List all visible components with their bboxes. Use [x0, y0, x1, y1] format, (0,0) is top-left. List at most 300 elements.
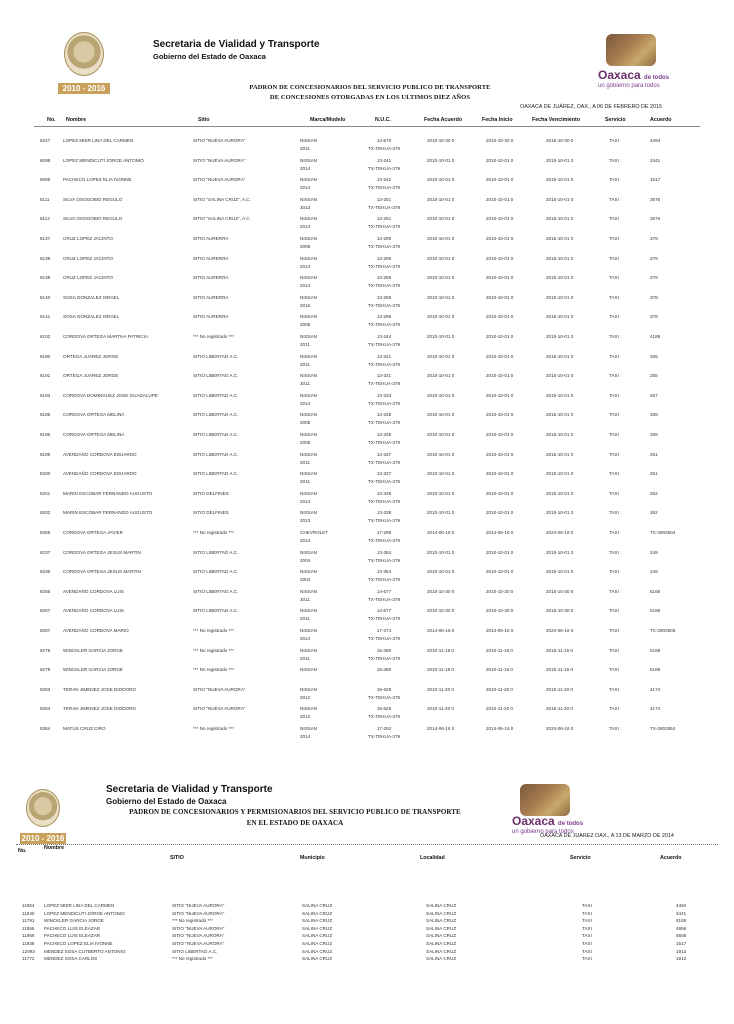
row-name: LOPEZ MENDICUTI JORGE ANTONIO: [44, 911, 125, 916]
row-fecha-inicio: 2010-10-01 0: [486, 393, 514, 398]
row-route: TX-TEHUA-379: [367, 205, 401, 210]
row-brand: NISSAN: [300, 550, 318, 555]
row-municipio: SALINA CRUZ: [302, 933, 333, 938]
row-acuerdo: 261: [650, 452, 658, 457]
row-fecha-acuerdo: 2010-10-30 0: [427, 589, 455, 594]
row-nuc: 17-374: [376, 628, 392, 633]
row-fecha-inicio: 2010-10-01 0: [486, 197, 514, 202]
row-route: TX-TEHUA-379: [367, 577, 401, 582]
agency-name: Secretaria de Vialidad y Transporte: [106, 784, 273, 795]
row-fecha-vencimiento: 2024-06-16 0: [546, 726, 574, 731]
row-name: AVENDAÑO CORDOVA EDUARDO: [63, 471, 137, 476]
row-name: CORDOVA ORTEGA JESUS MARTIN: [63, 569, 141, 574]
row-acuerdo: 1517: [650, 177, 661, 182]
row-number: 8236: [40, 569, 51, 574]
row-model: 2011: [300, 597, 310, 602]
column-header: Servicio: [570, 855, 591, 861]
row-acuerdo: 4174: [650, 687, 661, 692]
row-route: TX-TEHUA-379: [367, 303, 401, 308]
row-sitio: *** No registrado ***: [193, 334, 234, 339]
row-route: TX-TEHUA-379: [367, 440, 401, 445]
row-servicio: TAXI: [609, 667, 619, 672]
row-fecha-acuerdo: 2010-10-01 0: [427, 471, 455, 476]
row-fecha-inicio: 2010-10-01 0: [486, 550, 514, 555]
row-fecha-acuerdo: 2010-10-01 0: [427, 216, 455, 221]
row-sitio: *** No registrado ***: [193, 530, 234, 535]
row-nuc: 13-337: [376, 471, 392, 476]
row-servicio: TAXI: [582, 956, 592, 961]
row-acuerdo: 379: [650, 275, 658, 280]
government-name: Gobierno del Estado de Oaxaca: [106, 797, 227, 806]
document-title-line-1: PADRON DE CONCESIONARIOS DEL SERVICIO PUBLICO DE TRANSPORTE: [249, 84, 491, 91]
row-name: MATUS CRUZ CIRO: [63, 726, 106, 731]
row-brand: NISSAN: [300, 569, 318, 574]
row-name: CRUZ LOPEZ JACINTO: [63, 236, 113, 241]
row-model: 2012: [300, 695, 311, 700]
row-fecha-inicio: 2010-10-01 0: [486, 373, 514, 378]
row-fecha-inicio: 2010-10-01 0: [486, 334, 514, 339]
coat-of-arms-icon: [26, 789, 60, 827]
row-route: TX-TEHUA-379: [367, 244, 401, 249]
row-model: 2014: [300, 538, 311, 543]
row-fecha-inicio: 2010-10-30 0: [486, 589, 514, 594]
row-fecha-inicio: 2010-10-01 0: [486, 295, 514, 300]
row-name: AVENDAÑO CORDOVA LUIS: [63, 608, 124, 613]
row-route: TX-TEHUA-379: [367, 538, 401, 543]
row-acuerdo: 255: [650, 354, 658, 359]
row-nuc: 14-677: [376, 608, 392, 613]
row-name: SOSA GONZALEZ ISRAEL: [63, 314, 120, 319]
row-fecha-inicio: 2010-10-01 0: [486, 510, 514, 515]
column-header: SITIO: [170, 855, 184, 861]
row-sitio: SITIO "NUEVA AURORA": [172, 933, 225, 938]
row-servicio: TAXI: [609, 510, 619, 515]
row-model: 2014: [300, 401, 311, 406]
row-number: 8099: [40, 177, 51, 182]
logo-tagline: un gobierno para todos: [512, 829, 574, 835]
row-fecha-vencimiento: 2015-10-01 0: [546, 216, 574, 221]
row-acuerdo: 379: [650, 256, 658, 261]
row-brand: NISSAN: [300, 628, 318, 633]
row-number: 8283: [40, 687, 51, 692]
row-name: LOPEZ MENDICUTI JORGE ANTONIO: [63, 158, 144, 163]
row-name: MENDEZ SOSA CUTBERTO ANTONIO: [44, 949, 126, 954]
row-servicio: TAXI: [609, 648, 619, 653]
row-acuerdo: 262: [650, 491, 658, 496]
row-number: 8199: [40, 452, 51, 457]
row-number: 8102: [40, 334, 51, 339]
row-servicio: TAXI: [609, 354, 619, 359]
row-fecha-vencimiento: 2015-10-30 0: [546, 608, 574, 613]
row-fecha-inicio: 2010-10-01 0: [486, 569, 514, 574]
row-acuerdo: 4189: [650, 334, 661, 339]
row-nuc: 15-628: [376, 706, 392, 711]
row-servicio: TAXI: [582, 933, 592, 938]
row-number: 11940: [22, 911, 35, 916]
row-model: 2013: [300, 224, 311, 229]
row-fecha-acuerdo: 2010-10-01 0: [427, 314, 455, 319]
row-fecha-vencimiento: 2015-10-01 0: [546, 510, 574, 515]
row-brand: NISSAN: [300, 236, 318, 241]
row-acuerdo: 5169: [676, 918, 687, 923]
row-brand: NISSAN: [300, 510, 318, 515]
row-brand: NISSAN: [300, 726, 318, 731]
row-nuc: 13-337: [376, 452, 392, 457]
row-sitio: SITIO LIBERTAD A.C.: [193, 393, 239, 398]
row-name: AVENDAÑO CORDOVA EDUARDO: [63, 452, 137, 457]
row-fecha-acuerdo: 2010-10-01 0: [427, 354, 455, 359]
row-sitio: SITIO AURERRA: [193, 275, 229, 280]
row-servicio: TAXI: [609, 197, 619, 202]
row-route: TX-TEHUA-379: [367, 734, 401, 739]
row-fecha-vencimiento: 2015-10-01 0: [546, 314, 574, 319]
row-route: TX-TEHUA-379: [367, 479, 401, 484]
row-model: 2011: [300, 381, 310, 386]
row-route: TX-TEHUA-379: [367, 597, 401, 602]
row-sitio: *** No registrado ***: [172, 956, 213, 961]
row-name: PACHECO LUIS ELEAZAR: [44, 926, 101, 931]
row-fecha-inicio: 2010-10-30 0: [486, 608, 514, 613]
row-model: 2005: [300, 440, 311, 445]
row-acuerdo: 257: [650, 393, 658, 398]
column-header: No.: [47, 117, 56, 123]
column-header: Marca/Modelo: [310, 117, 346, 123]
logo-artwork-icon: [606, 34, 656, 66]
row-nuc: 15-628: [376, 687, 392, 692]
row-fecha-acuerdo: 2010-10-01 0: [427, 236, 455, 241]
row-servicio: TAXI: [609, 608, 619, 613]
row-servicio: TAXI: [582, 903, 592, 908]
row-localidad: SALINA CRUZ: [426, 918, 457, 923]
row-fecha-acuerdo: 2010-10-01 0: [427, 334, 455, 339]
row-number: 8098: [40, 158, 51, 163]
row-nuc: 13-251: [376, 216, 392, 221]
row-nuc: 13-331: [376, 373, 392, 378]
row-fecha-inicio: 2010-10-01 0: [486, 452, 514, 457]
row-municipio: SALINA CRUZ: [302, 949, 333, 954]
row-sitio: SITIO "NUEVA AURORA": [172, 941, 225, 946]
row-servicio: TAXI: [609, 393, 619, 398]
government-seal: [58, 28, 110, 94]
row-acuerdo: TX-2802854: [650, 726, 676, 731]
column-header: Nombre: [44, 845, 65, 851]
row-name: SOSA GONZALEZ ISRAEL: [63, 295, 120, 300]
row-fecha-vencimiento: 2015-10-01 0: [546, 158, 574, 163]
row-model: 2013: [300, 518, 311, 523]
row-localidad: SALINA CRUZ: [426, 956, 457, 961]
row-nuc: 13-333: [376, 393, 392, 398]
row-servicio: TAXI: [609, 550, 619, 555]
row-municipio: SALINA CRUZ: [302, 941, 333, 946]
row-servicio: TAXI: [609, 177, 619, 182]
row-brand: NISSAN: [300, 138, 318, 143]
government-name: Gobierno del Estado de Oaxaca: [153, 52, 266, 61]
row-model: 2011: [300, 479, 310, 484]
row-acuerdo: 4494: [676, 903, 687, 908]
row-servicio: TAXI: [609, 412, 619, 417]
row-nuc: 14-677: [376, 589, 392, 594]
row-brand: NISSAN: [300, 295, 318, 300]
row-servicio: TAXI: [609, 706, 619, 711]
row-nuc: 13-335: [376, 412, 392, 417]
document-date: OAXACA DE JUAREZ OAX., A 13 DE MARZO DE 2014: [540, 833, 674, 839]
document-date: OAXACA DE JUÁREZ, OAX., A 06 DE FEBRERO DE 2015: [520, 104, 663, 110]
row-nuc: 13-295: [376, 236, 392, 241]
row-sitio: SITIO "NUEVA AURORA": [172, 903, 225, 908]
row-number: 11955: [22, 926, 35, 931]
seal-years: 2010 - 2016: [21, 834, 65, 843]
row-number: 8200: [40, 471, 51, 476]
row-brand: NISSAN: [300, 608, 318, 613]
row-nuc: 15-490: [376, 667, 392, 672]
document-title-line-1: PADRON DE CONCESIONARIOS Y PERMISIONARIOS DEL SERVICIO PUBLICO DE TRANSPORTE: [129, 808, 461, 816]
row-fecha-vencimiento: 2015-10-01 0: [546, 256, 574, 261]
row-acuerdo: 249: [650, 550, 658, 555]
row-name: SILVA OSOGOBIO REGULO: [63, 216, 123, 221]
row-name: LOPEZ MIER LINA DEL CARMEN: [63, 138, 134, 143]
row-sitio: SITIO LIBERTAD A.C.: [193, 589, 239, 594]
row-model: 2011: [300, 362, 310, 367]
row-acuerdo: 1912: [676, 956, 687, 961]
row-brand: NISSAN: [300, 158, 318, 163]
row-route: TX-TEHUA-379: [367, 499, 401, 504]
row-fecha-acuerdo: 2010-11-16 0: [427, 648, 454, 653]
row-route: TX-TEHUA-379: [367, 146, 401, 151]
row-localidad: SALINA CRUZ: [426, 903, 457, 908]
row-sitio: *** No registrado ***: [193, 726, 234, 731]
row-sitio: SITIO LIBERTAD A.C.: [193, 569, 239, 574]
row-model: 2014: [300, 734, 311, 739]
row-fecha-vencimiento: 2015-11-16 0: [546, 648, 573, 653]
row-number: 8237: [40, 550, 51, 555]
row-sitio: SITIO LIBERTAD A.C.: [193, 354, 239, 359]
row-fecha-inicio: 2010-10-01 0: [486, 412, 514, 417]
row-nuc: 13-295: [376, 256, 392, 261]
row-servicio: TAXI: [609, 628, 619, 633]
row-number: 11938: [22, 941, 35, 946]
row-municipio: SALINA CRUZ: [302, 956, 333, 961]
row-number: 11956: [22, 933, 35, 938]
column-header: No.: [18, 848, 27, 854]
row-model: 2011: [300, 616, 310, 621]
row-acuerdo: 5166: [650, 589, 661, 594]
row-sitio: SITIO LIBERTAD A.C.: [172, 949, 218, 954]
row-route: TX-TEHUA-379: [367, 656, 401, 661]
row-servicio: TAXI: [609, 530, 619, 535]
row-name: CORDOVA DOMINGUEZ JOSE GUADALUPE: [63, 393, 158, 398]
row-number: 8140: [40, 295, 51, 300]
row-fecha-inicio: 2010-10-01 0: [486, 158, 514, 163]
row-number: 8202: [40, 510, 51, 515]
row-number: 8397: [40, 628, 51, 633]
row-fecha-vencimiento: 2015-10-01 0: [546, 197, 574, 202]
row-fecha-inicio: 2010-10-01 0: [486, 177, 514, 182]
row-fecha-inicio: 2010-10-30 0: [486, 138, 514, 143]
row-sitio: SITIO "NUEVA AURORA": [193, 177, 246, 182]
row-servicio: TAXI: [609, 158, 619, 163]
column-header: Municipio: [300, 855, 325, 861]
row-name: CORDOVA ORTEGA MELINA: [63, 432, 125, 437]
row-model: 2013: [300, 205, 311, 210]
row-servicio: TAXI: [609, 452, 619, 457]
row-fecha-vencimiento: 2015-10-01 0: [546, 491, 574, 496]
row-fecha-acuerdo: 2010-10-01 0: [427, 197, 455, 202]
row-localidad: SALINA CRUZ: [426, 926, 457, 931]
row-servicio: TAXI: [609, 295, 619, 300]
row-municipio: SALINA CRUZ: [302, 903, 333, 908]
row-fecha-acuerdo: 2014-06-16 0: [427, 628, 455, 633]
row-fecha-acuerdo: 2010-10-01 0: [427, 569, 455, 574]
row-name: AVENDAÑO CORDOVA MARIO: [63, 628, 129, 633]
row-route: TX-TEHUA-379: [367, 322, 401, 327]
row-nuc: 17-298: [376, 530, 392, 535]
row-fecha-acuerdo: 2010-10-01 0: [427, 550, 455, 555]
row-nuc: 13-364: [376, 569, 392, 574]
row-route: TX-TEHUA-379: [367, 420, 401, 425]
row-fecha-inicio: 2010-10-01 0: [486, 471, 514, 476]
row-fecha-acuerdo: 2010-10-01 0: [427, 412, 455, 417]
row-fecha-inicio: 2010-10-01 0: [486, 216, 514, 221]
row-fecha-vencimiento: 2015-10-01 0: [546, 373, 574, 378]
row-brand: NISSAN: [300, 334, 318, 339]
row-servicio: TAXI: [609, 314, 619, 319]
row-sitio: SITIO "NUEVA AURORA": [193, 138, 246, 143]
row-nuc: 13-331: [376, 354, 392, 359]
row-model: 2014: [300, 185, 311, 190]
row-nuc: 13-244: [376, 334, 392, 339]
row-sitio: SITIO "NUEVA AURORA": [193, 706, 246, 711]
row-brand: NISSAN: [300, 373, 318, 378]
row-nuc: 13-251: [376, 197, 392, 202]
row-name: CRUZ LOPEZ JACINTO: [63, 275, 113, 280]
row-name: CORDOVA ORTEGA MARTHA PATRICIA: [63, 334, 149, 339]
row-nuc: 13-335: [376, 432, 392, 437]
row-fecha-inicio: 2014-06-16 0: [486, 530, 514, 535]
row-fecha-inicio: 2014-06-16 0: [486, 726, 514, 731]
row-brand: NISSAN: [300, 354, 318, 359]
document-title-line-2: EN EL ESTADO DE OAXACA: [246, 819, 344, 827]
row-number: 12093: [22, 949, 35, 954]
row-model: 2005: [300, 420, 311, 425]
row-name: MARIN ESCOBAR FERNANDO AUGUSTO: [63, 510, 153, 515]
row-brand: CHEVROLET: [300, 530, 329, 535]
row-acuerdo: 379: [650, 236, 658, 241]
row-municipio: SALINA CRUZ: [302, 911, 333, 916]
row-acuerdo: 378: [650, 295, 658, 300]
row-sitio: *** No registrado ***: [193, 628, 234, 633]
row-sitio: *** No registrado ***: [172, 918, 213, 923]
row-sitio: SITIO AURERRA: [193, 314, 229, 319]
row-number: 8141: [40, 314, 51, 319]
row-number: 8358: [40, 530, 51, 535]
column-header: Fecha Vencimiento: [532, 117, 580, 123]
row-fecha-acuerdo: 2010-10-01 0: [427, 158, 455, 163]
row-acuerdo: 261: [650, 471, 658, 476]
row-name: CORDOVA ORTEGA JESUS MARTIN: [63, 550, 141, 555]
row-name: PACHECO LOPEZ ELIA IVONNE: [44, 941, 113, 946]
row-route: TX-TEHUA-379: [367, 166, 401, 171]
row-name: CORDOVA ORTEGA MELINA: [63, 412, 125, 417]
row-fecha-acuerdo: 2010-11-20 0: [427, 687, 454, 692]
row-fecha-inicio: 2010-11-16 0: [486, 667, 513, 672]
row-brand: NISSAN: [300, 275, 318, 280]
row-fecha-vencimiento: 2015-10-01 0: [546, 334, 574, 339]
row-servicio: TAXI: [609, 471, 619, 476]
row-number: 8190: [40, 354, 51, 359]
row-name: WINCKLER GARCIA JORGE: [63, 648, 123, 653]
row-acuerdo: 259: [650, 432, 658, 437]
row-name: CRUZ LOPEZ JACINTO: [63, 256, 113, 261]
row-model: 2006: [300, 244, 311, 249]
row-nuc: 15-490: [376, 648, 392, 653]
row-servicio: TAXI: [582, 941, 592, 946]
row-fecha-inicio: 2014-06-16 0: [486, 628, 514, 633]
row-fecha-vencimiento: 2015-10-30 0: [546, 589, 574, 594]
row-fecha-acuerdo: 2010-10-01 0: [427, 275, 455, 280]
row-nuc: 13-242: [376, 177, 392, 182]
row-acuerdo: 4956: [676, 926, 687, 931]
row-fecha-inicio: 2010-10-01 0: [486, 275, 514, 280]
row-fecha-vencimiento: 2015-11-16 0: [546, 667, 573, 672]
row-fecha-acuerdo: 2010-10-01 0: [427, 452, 455, 457]
row-brand: NISSAN: [300, 667, 318, 672]
row-nuc: 13-295: [376, 275, 392, 280]
row-nuc: 13-364: [376, 550, 392, 555]
row-brand: NISSAN: [300, 177, 318, 182]
row-servicio: TAXI: [609, 726, 619, 731]
row-model: 2011: [300, 656, 310, 661]
row-sitio: SITIO LIBERTAD A.C.: [193, 452, 239, 457]
row-fecha-inicio: 2010-10-01 0: [486, 354, 514, 359]
column-header: Fecha Acuerdo: [424, 117, 463, 123]
column-header: Acuerdo: [660, 855, 682, 861]
row-fecha-vencimiento: 2015-10-01 0: [546, 236, 574, 241]
row-name: WINCKLER GARCIA JORGE: [63, 667, 123, 672]
row-sitio: SITIO LIBERTAD A.C.: [193, 550, 239, 555]
government-seal: [20, 786, 66, 844]
row-name: PACHECO LUIS ELEAZAR: [44, 933, 101, 938]
row-number: 11791: [22, 918, 35, 923]
row-nuc: 14-670: [376, 138, 392, 143]
row-fecha-vencimiento: 2024-06-16 0: [546, 530, 574, 535]
row-sitio: SITIO LIBERTAD A.C.: [193, 471, 239, 476]
row-fecha-inicio: 2010-10-01 0: [486, 432, 514, 437]
row-fecha-acuerdo: 2010-10-01 0: [427, 393, 455, 398]
row-sitio: SITIO LIBERTAD A.C.: [193, 432, 239, 437]
row-servicio: TAXI: [609, 138, 619, 143]
column-header: N.U.C.: [375, 117, 391, 123]
row-name: MENDEZ SOSA CARLOS: [44, 956, 98, 961]
row-number: 8111: [40, 197, 50, 202]
row-acuerdo: 4494: [650, 138, 661, 143]
row-acuerdo: 259: [650, 412, 658, 417]
row-route: TX-TEHUA-379: [367, 460, 401, 465]
row-acuerdo: 2441: [676, 911, 687, 916]
row-number: 8195: [40, 412, 51, 417]
header-rule: [34, 126, 700, 127]
row-brand: NISSAN: [300, 471, 318, 476]
row-fecha-vencimiento: 2015-10-01 0: [546, 452, 574, 457]
row-number: 8196: [40, 432, 51, 437]
row-servicio: TAXI: [609, 687, 619, 692]
row-name: AVENDAÑO CORDOVA LUIS: [63, 589, 124, 594]
row-fecha-vencimiento: 2015-10-01 0: [546, 275, 574, 280]
row-name: CORDOVA ORTEGA JAVIER: [63, 530, 123, 535]
row-servicio: TAXI: [609, 275, 619, 280]
row-fecha-inicio: 2010-11-20 0: [486, 706, 513, 711]
row-acuerdo: 262: [650, 510, 658, 515]
row-acuerdo: 5169: [650, 648, 661, 653]
